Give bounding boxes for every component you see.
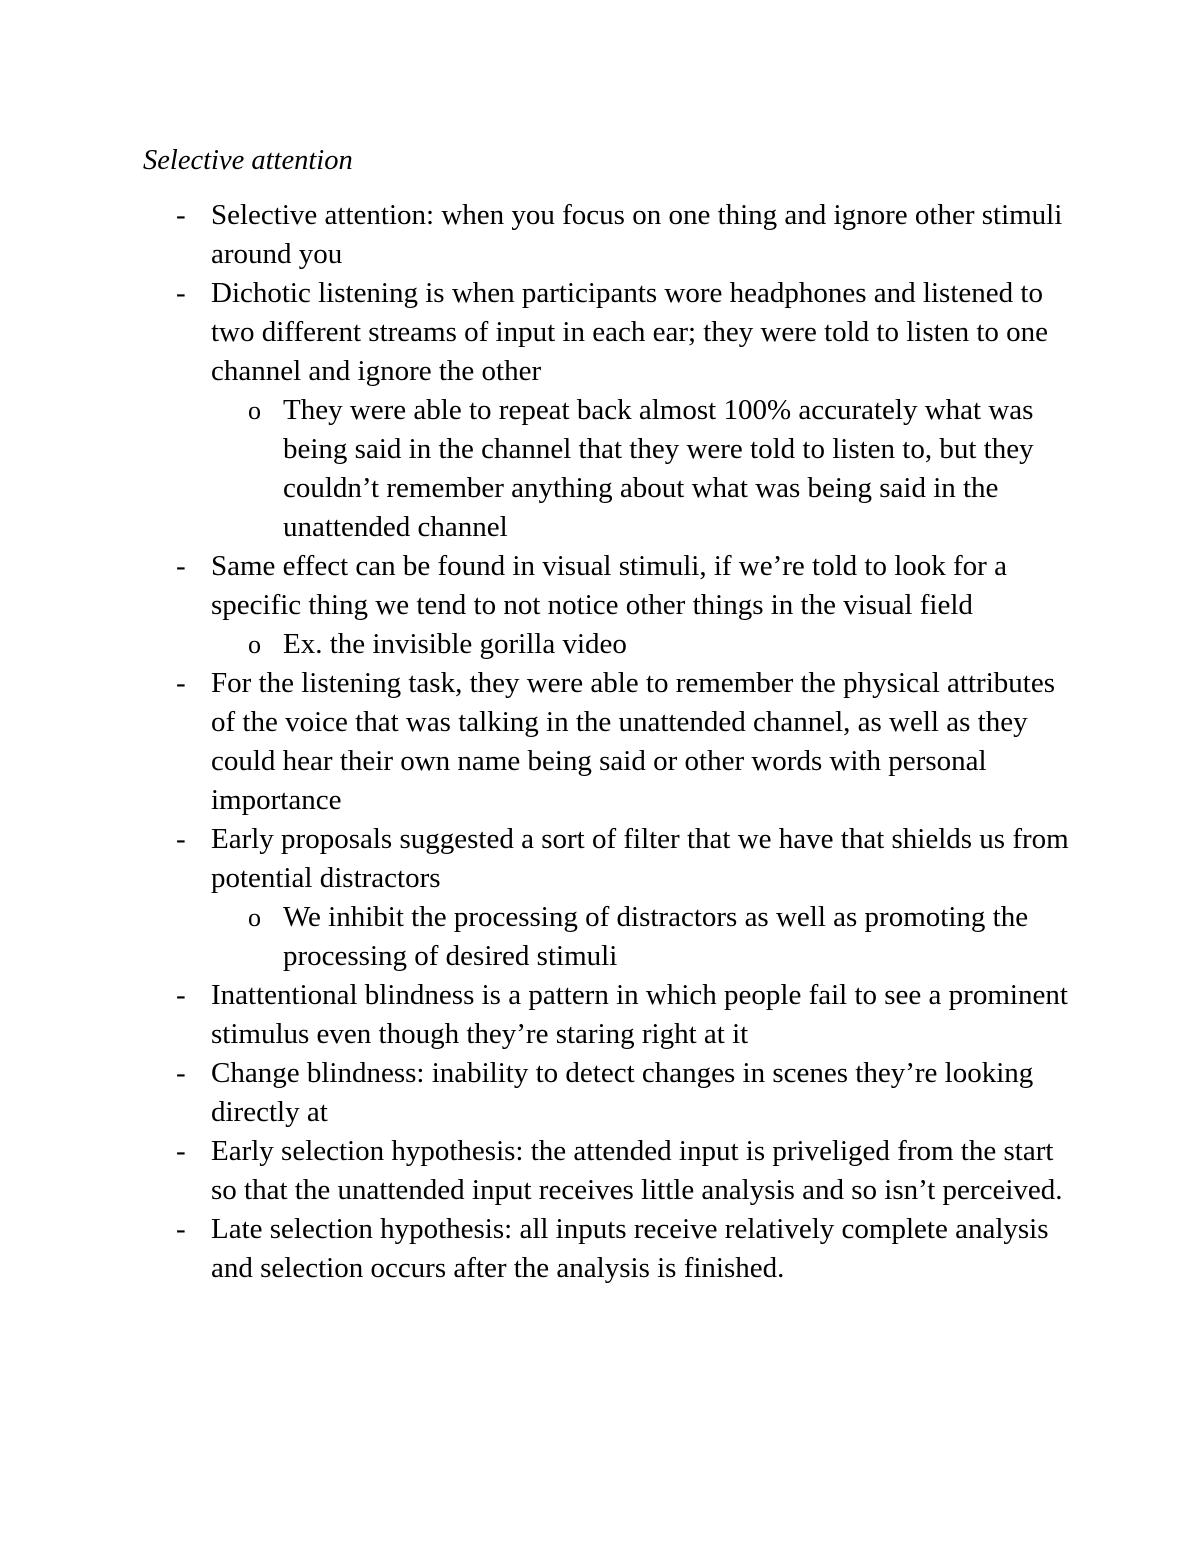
dash-bullet: - [176,823,186,855]
list-item [0,1210,1071,1288]
list-item-text: For the listening task, they were able to remember the physical attributes of the voice that was talking in the unattended channel, as well as they could hear their own name being said or other words with personal importance [211,667,1055,816]
sub-list-item-text: We inhibit the processing of distractors as well as promoting the processing of desired stimuli [283,901,1029,972]
sub-list-item [0,391,1053,547]
sub-list-item [0,898,1053,976]
dash-bullet: - [176,979,186,1011]
sub-list-item-text: Ex. the invisible gorilla video [283,628,627,660]
circle-bullet: o [248,396,261,425]
list-item-text: Same effect can be found in visual stimuli, if we’re told to look for a specific thing we tend to not notice other things in the visual field [211,550,1007,621]
dash-bullet: - [176,1135,186,1167]
list-item [0,820,1071,976]
sub-list [211,391,1071,547]
circle-bullet: o [248,630,261,659]
list-item [0,1054,1071,1132]
list-item-text: Change blindness: inability to detect changes in scenes they’re looking directly at [211,1057,1034,1128]
list-item [0,664,1071,820]
dash-bullet: - [176,277,186,309]
list-item-text: Early selection hypothesis: the attended input is priveliged from the start so that the unattended input receives little analysis and so isn’t perceived. [211,1135,1063,1206]
sub-list-item [0,625,1053,664]
list-item-text: Selective attention: when you focus on one thing and ignore other stimuli around you [211,199,1063,270]
dash-bullet: - [176,1213,186,1245]
dash-bullet: - [176,550,186,582]
sub-list-item-text: They were able to repeat back almost 100% accurately what was being said in the channel that they were told to listen to, but they couldn’t remember anything about what was being said in the unattended channel [283,394,1034,543]
list-item [0,196,1071,274]
list-item [0,976,1071,1054]
sub-list [211,898,1071,976]
list-item [0,274,1071,547]
list-item [0,547,1071,664]
notes-list [0,196,1200,1288]
list-item-text: Inattentional blindness is a pattern in which people fail to see a prominent stimulus even though they’re staring right at it [211,979,1068,1050]
dash-bullet: - [176,1057,186,1089]
page-title: Selective attention [143,145,353,176]
circle-bullet: o [248,903,261,932]
sub-list [211,625,1071,664]
list-item-text: Early proposals suggested a sort of filter that we have that shields us from potential distractors [211,823,1069,894]
list-item-text: Dichotic listening is when participants wore headphones and listened to two different streams of input in each ear; they were told to listen to one channel and ignore the other [211,277,1048,387]
dash-bullet: - [176,667,186,699]
list-item-text: Late selection hypothesis: all inputs receive relatively complete analysis and selection occurs after the analysis is finished. [211,1213,1049,1284]
dash-bullet: - [176,199,186,231]
list-item [0,1132,1071,1210]
